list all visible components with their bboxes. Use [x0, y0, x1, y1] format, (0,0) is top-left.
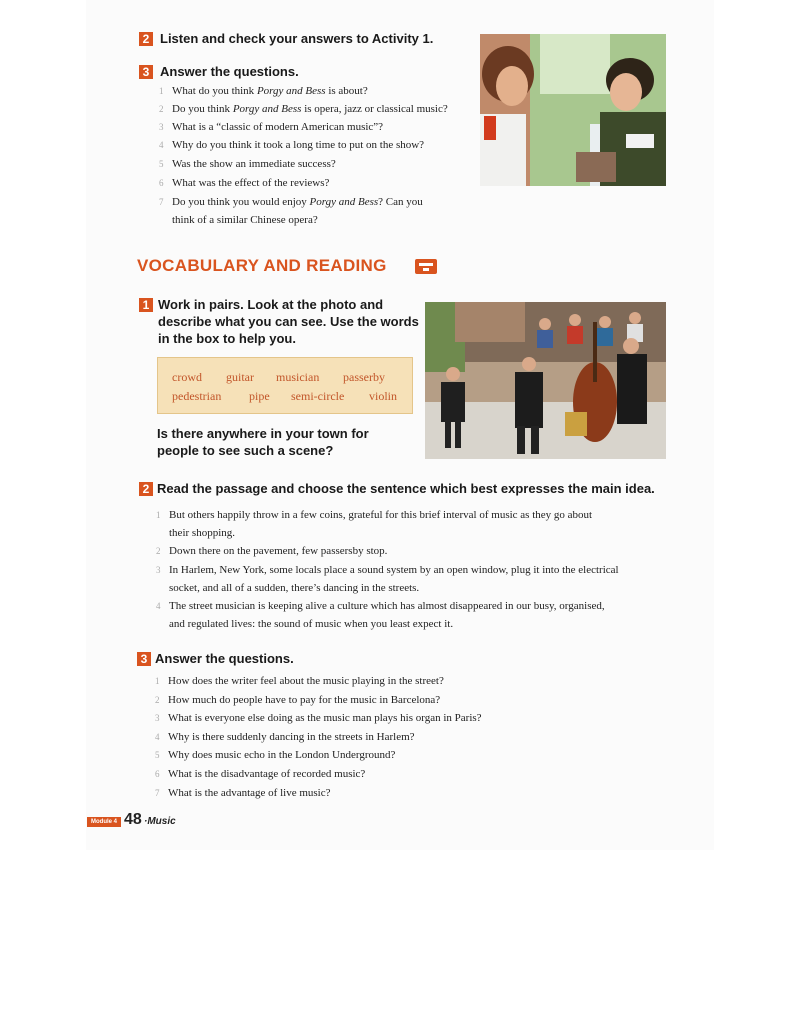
word: musician	[276, 370, 320, 384]
option-text: Down there on the pavement, few passersby stop.	[169, 545, 388, 557]
word: violin	[369, 389, 398, 403]
option-number: 1	[156, 510, 161, 520]
question-item	[159, 157, 336, 171]
question-text: What is the disadvantage of recorded music?	[168, 768, 366, 780]
word-box	[157, 357, 413, 414]
question-text: Was the show an immediate success?	[172, 158, 336, 170]
activity-heading: Read the passage and choose the sentence which best expresses the main idea.	[157, 481, 655, 496]
question-title-italic: Porgy and Bess	[256, 85, 326, 97]
word: crowd	[172, 370, 202, 384]
question-number: 2	[155, 695, 160, 705]
question-number: 4	[155, 732, 160, 742]
question-text: What is the advantage of live music?	[168, 787, 331, 799]
word: pedestrian	[172, 389, 222, 403]
question-text: How much do people have to pay for the music in Barcelona?	[168, 694, 441, 706]
question-number: 1	[159, 86, 164, 96]
question-item	[159, 195, 423, 209]
question-item	[155, 711, 482, 725]
activity-number: 3	[137, 652, 151, 666]
activity-heading: Listen and check your answers to Activity 1.	[160, 31, 434, 46]
section-title: VOCABULARY AND READING	[137, 256, 387, 275]
module-tag: Module 4	[87, 817, 121, 827]
activity-heading: Answer the questions.	[155, 651, 294, 666]
question-item	[159, 102, 448, 116]
option-text: But others happily throw in a few coins, grateful for this brief interval of music as they go about	[169, 509, 593, 521]
word: passerby	[343, 370, 385, 384]
activity-number: 3	[139, 65, 153, 79]
option-item	[156, 563, 619, 577]
question-number: 5	[155, 750, 160, 760]
question-item	[159, 84, 368, 98]
option-text-line: their shopping.	[169, 527, 235, 539]
activity-number: 2	[139, 482, 153, 496]
word: guitar	[226, 370, 254, 384]
question-item	[155, 730, 415, 744]
question-item	[159, 120, 384, 134]
question-text: How does the writer feel about the music playing in the street?	[168, 675, 444, 687]
option-item	[156, 508, 593, 522]
word: pipe	[249, 389, 270, 403]
photo-two-friends	[480, 34, 666, 186]
question-number: 3	[159, 122, 164, 132]
question-number: 4	[159, 140, 164, 150]
question-number: 6	[155, 769, 160, 779]
word: semi-circle	[291, 389, 345, 403]
question-text: What is everyone else doing as the music man plays his organ in Paris?	[168, 712, 482, 724]
question-text: Why does music echo in the London Underground?	[168, 749, 396, 761]
question-number: 6	[159, 178, 164, 188]
activity-heading-line: describe what you can see. Use the words	[158, 314, 419, 329]
question-item	[159, 138, 425, 152]
question-number: 1	[155, 676, 160, 686]
option-number: 2	[156, 546, 161, 556]
option-text: The street musician is keeping alive a culture which has almost disappeared in our busy, organised,	[169, 600, 605, 612]
question-item	[155, 674, 444, 688]
activity-heading-line: Work in pairs. Look at the photo and	[158, 297, 384, 312]
page-section: ·Music	[144, 816, 176, 827]
option-item	[156, 544, 388, 558]
question-text: What is a “classic of modern American music”?	[172, 121, 384, 133]
question-title-italic: Porgy and Bess	[232, 103, 302, 115]
discussion-question-line: people to see such a scene?	[157, 443, 334, 458]
question-item	[155, 748, 396, 762]
question-title-italic: Porgy and Bess	[309, 196, 379, 208]
option-number: 3	[156, 565, 161, 575]
question-item	[155, 786, 331, 800]
question-item	[159, 176, 330, 190]
question-text: Why do you think it took a long time to put on the show?	[172, 139, 425, 151]
question-text: is about?	[325, 85, 368, 97]
question-text-line: think of a similar Chinese opera?	[172, 214, 318, 226]
question-text: Do you think	[172, 103, 233, 115]
activity-number: 2	[139, 32, 153, 46]
question-text: What do you think	[172, 85, 257, 97]
discussion-question-line: Is there anywhere in your town for	[157, 426, 369, 441]
question-text: ? Can you	[378, 196, 423, 208]
question-text: is opera, jazz or classical music?	[301, 103, 448, 115]
activity-number: 1	[139, 298, 153, 312]
question-text: What was the effect of the reviews?	[172, 177, 330, 189]
option-item	[156, 599, 605, 613]
activity-heading-line: in the box to help you.	[158, 331, 296, 346]
question-number: 2	[159, 104, 164, 114]
option-number: 4	[156, 601, 161, 611]
photo-street-musicians	[425, 302, 666, 459]
question-number: 3	[155, 713, 160, 723]
question-item	[155, 767, 366, 781]
page-number: 48	[124, 811, 142, 828]
question-number: 7	[155, 788, 160, 798]
question-text: Why is there suddenly dancing in the streets in Harlem?	[168, 731, 415, 743]
reading-icon	[415, 259, 437, 274]
activity-heading: Answer the questions.	[160, 64, 299, 79]
question-number: 7	[159, 197, 164, 207]
option-text: In Harlem, New York, some locals place a sound system by an open window, plug it into the electrical	[169, 564, 619, 576]
option-text-line: and regulated lives: the sound of music when you least expect it.	[169, 618, 454, 630]
question-text: Do you think you would enjoy	[172, 196, 310, 208]
question-item	[155, 693, 441, 707]
option-text-line: socket, and all of a sudden, there’s dancing in the streets.	[169, 582, 420, 594]
question-number: 5	[159, 159, 164, 169]
